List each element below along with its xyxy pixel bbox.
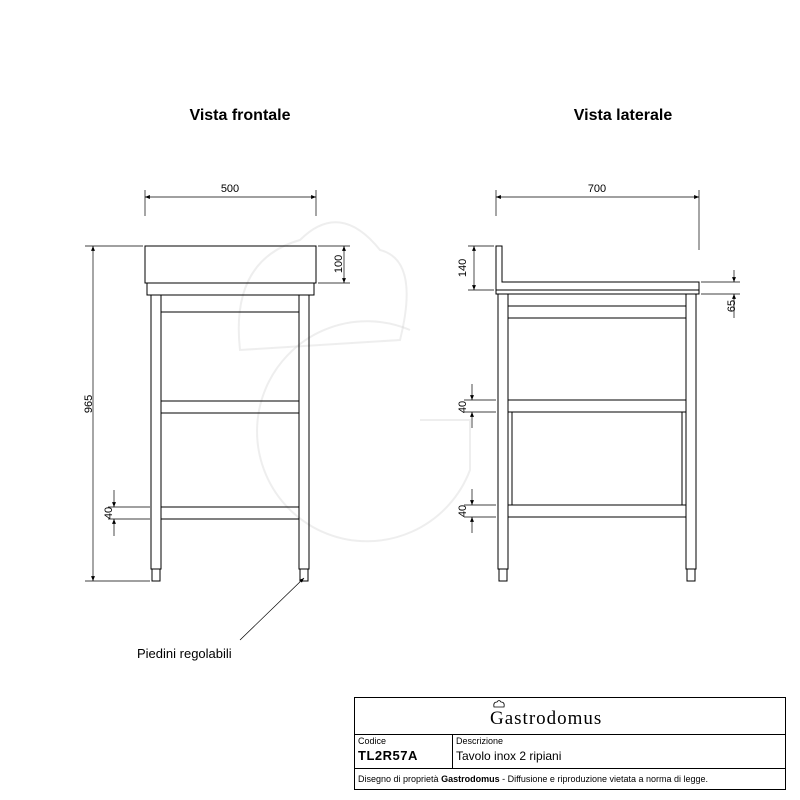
front-view (83, 183, 350, 661)
front-right-leg (299, 295, 309, 569)
side-right-foot (687, 569, 695, 581)
copyright-brand: Gastrodomus (441, 774, 500, 784)
watermark-logo (239, 222, 470, 541)
title-block-fields (355, 734, 785, 769)
side-table-top (496, 246, 699, 290)
code-value: TL2R57A (358, 748, 418, 763)
side-upstand-dimension: 140 (457, 258, 469, 278)
feet-note: Piedini regolabili (137, 646, 232, 661)
side-shelf-lower (508, 505, 686, 517)
company-logo: Gastrodomus (490, 708, 603, 729)
side-view (457, 183, 740, 581)
copyright-notice (358, 774, 708, 784)
front-left-leg (151, 295, 161, 569)
description-label: Descrizione (456, 736, 504, 746)
description-cell (453, 734, 785, 768)
side-shelf-upper (508, 400, 686, 412)
title-block-logo-row (355, 698, 785, 735)
chef-hat-icon (493, 700, 505, 708)
front-left-foot (152, 569, 160, 581)
copyright-prefix: Disegno di proprietà (358, 774, 442, 784)
side-shelf-upper-dimension: 40 (457, 400, 469, 414)
front-shelf-upper (161, 401, 299, 413)
front-table-top (145, 246, 316, 283)
front-width-dimension: 500 (220, 183, 240, 195)
code-cell (355, 734, 453, 768)
front-height-dimension: 965 (83, 394, 95, 414)
side-top-dimension: 65 (726, 299, 738, 313)
front-view-title: Vista frontale (189, 107, 291, 124)
front-top-dimension: 100 (333, 254, 345, 274)
description-value: Tavolo inox 2 ripiani (456, 749, 562, 763)
side-shelf-lower-dimension: 40 (457, 504, 469, 518)
side-width-dimension: 700 (587, 183, 607, 195)
side-left-leg (498, 294, 508, 569)
side-view-title: Vista laterale (573, 107, 673, 124)
feet-leader (240, 578, 304, 640)
front-shelf-lower (161, 507, 299, 519)
title-block (354, 697, 786, 790)
front-shelf-dimension: 40 (103, 506, 115, 520)
code-label: Codice (358, 736, 387, 746)
side-right-leg (686, 294, 696, 569)
front-right-foot (300, 569, 308, 581)
copyright-suffix: - Diffusione e riproduzione vietata a norma di legge. (499, 774, 709, 784)
side-left-foot (499, 569, 507, 581)
